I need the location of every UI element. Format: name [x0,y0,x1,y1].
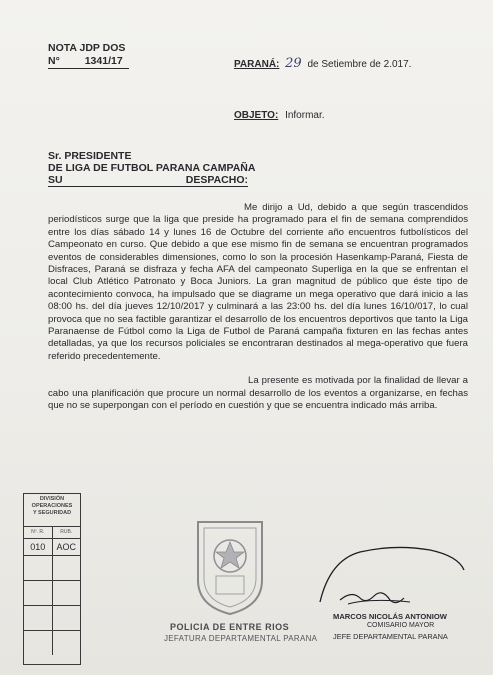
seal-subcaption: JEFATURA DEPARTAMENTAL PARANA [164,634,318,643]
stamp-box-header-row: Nº. R. RUB. [24,527,80,539]
stamp-box-value-row: 010 AOC [24,539,80,556]
seal-caption: POLICIA DE ENTRE RIOS [170,622,290,632]
addressee-line-2: DE LIGA DE FUTBOL PARANA CAMPAÑA [48,162,256,174]
city-label: PARANÁ: [234,59,280,70]
body-paragraph-2: La presente es motivada por la finalidad de llevar a cabo una planificación que procure un normal desarrollo de los eventos a organizarse, en fechas que no se superpongan con el período en cuestión y que se encuentra indicado más arriba. [48,375,468,412]
signatory-name: MARCOS NICOLÁS ANTONIOW [333,612,447,621]
signatory-rank: COMISARIO MAYOR [367,622,435,629]
handwritten-day: 29 [285,56,302,71]
date-line [234,56,411,71]
date-text: de Setiembre de 2.017. [307,59,412,70]
subject-label: OBJETO: [234,110,279,121]
addressee-line-3: SU DESPACHO: [48,174,248,186]
body-paragraph-1: Me dirijo a Ud, debido a que según trascendidos periodísticos surge que la liga que preside ha programado para el fin de semana comprendidos entre los días sábado 14 y lunes 16 de Octubre del corriente año encuentros futbolísticos del Campeonato en curso. Que debido a que ese mismo fin de semana se encuentran programados eventos de considerables dimensiones, como lo son la procesión Hasenkamp-Paraná, Fiesta de Disfraces, Paraná se disfraza y fecha AFA del campeonato Superliga en la que se enfrentan el local Club Atlético Patronato y Boca Juniors. La gran magnitud de público que éste tipo de acontecimiento convoca, ha impulsado que se diagrame un mega operativo que dará inicio a las 08:00 hs. del día jueves 12/10/2017 y culminará a las 23:00 hs. del día lunes 16/10/017, lo cual provoca que no sea factible garantizar el desarrollo de los encuentros deportivos que tanto la Liga Paranaense de Fútbol como la Liga de Futbol de Paraná campaña fixturen en las fechas antes detalladas, ya que los recursos policiales se encontraran destinados al mega-operativo que fuera referido precedentemente. [48,202,468,362]
addressee-block [48,150,255,187]
note-reference [48,42,129,69]
handwritten-signature-icon [300,540,470,612]
note-title: NOTA JDP DOS [48,42,126,54]
police-seal-icon [192,518,268,618]
addressee-line-1: Sr. PRESIDENTE [48,150,132,162]
stamp-box-title: DIVISIÓN OPERACIONES Y SEGURIDAD [24,494,80,527]
subject-line [234,110,325,121]
subject-value: Informar. [285,110,325,121]
signatory-role: JEFE DEPARTAMENTAL PARANA [333,632,448,641]
division-stamp-box [23,493,81,665]
note-number: N° 1341/17 [48,55,129,69]
letter-body [48,202,468,413]
